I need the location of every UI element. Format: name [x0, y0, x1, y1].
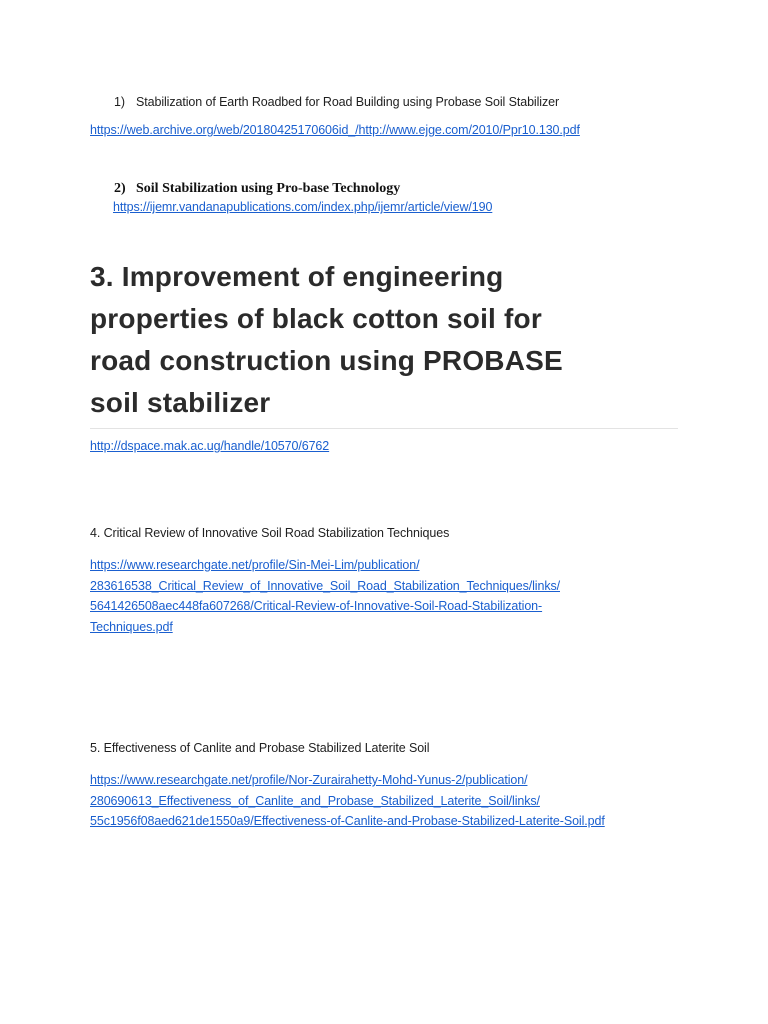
item-3-heading	[90, 256, 563, 424]
item-3-heading-line: road construction using PROBASE	[90, 345, 563, 376]
item-4-link-line: 5641426508aec448fa607268/Critical-Review-of-Innovative-Soil-Road-Stabilization-	[90, 599, 543, 613]
item-5-link[interactable]	[90, 770, 605, 832]
item-3-heading-line: soil stabilizer	[90, 387, 271, 418]
item-2-number: 2)	[114, 181, 126, 196]
item-1-link[interactable]: https://web.archive.org/web/20180425170606id_/http://www.ejge.com/2010/Ppr10.130.pdf	[90, 123, 580, 137]
item-5-link-line: https://www.researchgate.net/profile/Nor-Zurairahetty-Mohd-Yunus-2/publication/	[90, 773, 528, 787]
item-5-title: 5. Effectiveness of Canlite and Probase Stabilized Laterite Soil	[90, 741, 430, 755]
item-2-title-text: Soil Stabilization using Pro-base Technology	[136, 181, 401, 196]
item-2-link[interactable]: https://ijemr.vandanapublications.com/index.php/ijemr/article/view/190	[113, 200, 493, 214]
item-5-link-line: 55c1956f08aed621de1550a9/Effectiveness-of-Canlite-and-Probase-Stabilized-Laterite-Soil.pdf	[90, 814, 605, 828]
item-5-link-line: 280690613_Effectiveness_of_Canlite_and_Probase_Stabilized_Laterite_Soil/links/	[90, 793, 540, 808]
item-4-link-line: https://www.researchgate.net/profile/Sin-Mei-Lim/publication/	[90, 558, 420, 572]
item-3-heading-line: 3. Improvement of engineering	[90, 261, 504, 292]
item-4-link[interactable]	[90, 555, 560, 637]
item-4-link-line: 283616538_Critical_Review_of_Innovative_Soil_Road_Stabilization_Techniques/links/	[90, 578, 560, 593]
item-1-title-text: Stabilization of Earth Roadbed for Road Building using Probase Soil Stabilizer	[136, 95, 560, 109]
item-1-title	[114, 95, 559, 109]
heading-divider	[90, 428, 678, 429]
item-3-heading-line: properties of black cotton soil for	[90, 303, 542, 334]
item-2-title	[114, 181, 400, 197]
item-1-number: 1)	[114, 95, 125, 109]
item-4-title: 4. Critical Review of Innovative Soil Road Stabilization Techniques	[90, 526, 450, 540]
item-4-link-line: Techniques.pdf	[90, 619, 173, 634]
item-3-link[interactable]: http://dspace.mak.ac.ug/handle/10570/6762	[90, 439, 330, 453]
